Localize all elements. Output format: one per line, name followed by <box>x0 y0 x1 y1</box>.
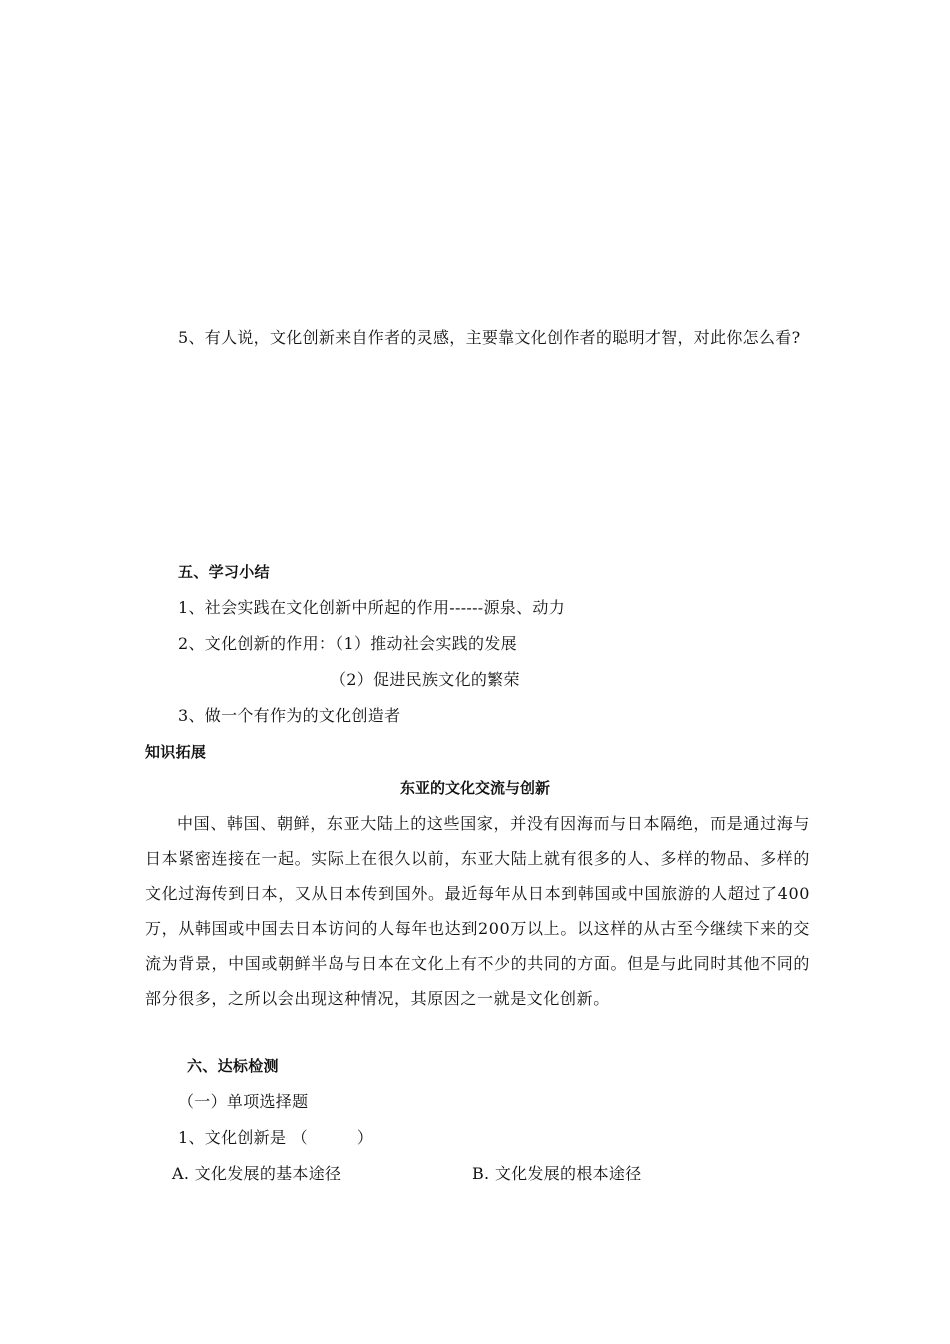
question-5: 5、有人说，文化创新来自作者的灵感，主要靠文化创作者的聪明才智，对此你怎么看? <box>178 328 801 347</box>
article-title: 东亚的文化交流与创新 <box>399 779 550 797</box>
section-heading-summary: 五、学习小结 <box>178 563 270 581</box>
summary-item-2-sub: （2）促进民族文化的繁荣 <box>330 670 520 689</box>
summary-item-3: 3、做一个有作为的文化创造者 <box>178 706 401 725</box>
section-heading-extension: 知识拓展 <box>145 743 207 761</box>
article-paragraph: 中国、韩国、朝鲜，东亚大陆上的这些国家，并没有因海而与日本隔绝，而是通过海与日本紧密连接在一起。实际上在很久以前，东亚大陆上就有很多的人、多样的物品、多样的文化过海传到日本，又从日本传到国外。最近每年从日本到韩国或中国旅游的人超过了400万，从韩国或中国去日本访问的人每年也达到200万以上。以这样的从古至今继续下来的交流为背景，中国或朝鲜半岛与日本在文化上有不少的共同的方面。但是与此同时其他不同的部分很多，之所以会出现这种情况，其原因之一就是文化创新。 <box>145 814 810 1008</box>
section-heading-test: 六、达标检测 <box>187 1057 279 1075</box>
summary-item-2: 2、文化创新的作用：（1）推动社会实践的发展 <box>178 634 517 653</box>
summary-item-1: 1、社会实践在文化创新中所起的作用------源泉、动力 <box>178 598 566 617</box>
option-a: A. 文化发展的基本途径 <box>172 1164 342 1183</box>
test-question-1: 1、文化创新是 （ ） <box>178 1128 374 1147</box>
test-subheading: （一）单项选择题 <box>178 1092 309 1111</box>
option-b: B. 文化发展的根本途径 <box>472 1164 642 1183</box>
